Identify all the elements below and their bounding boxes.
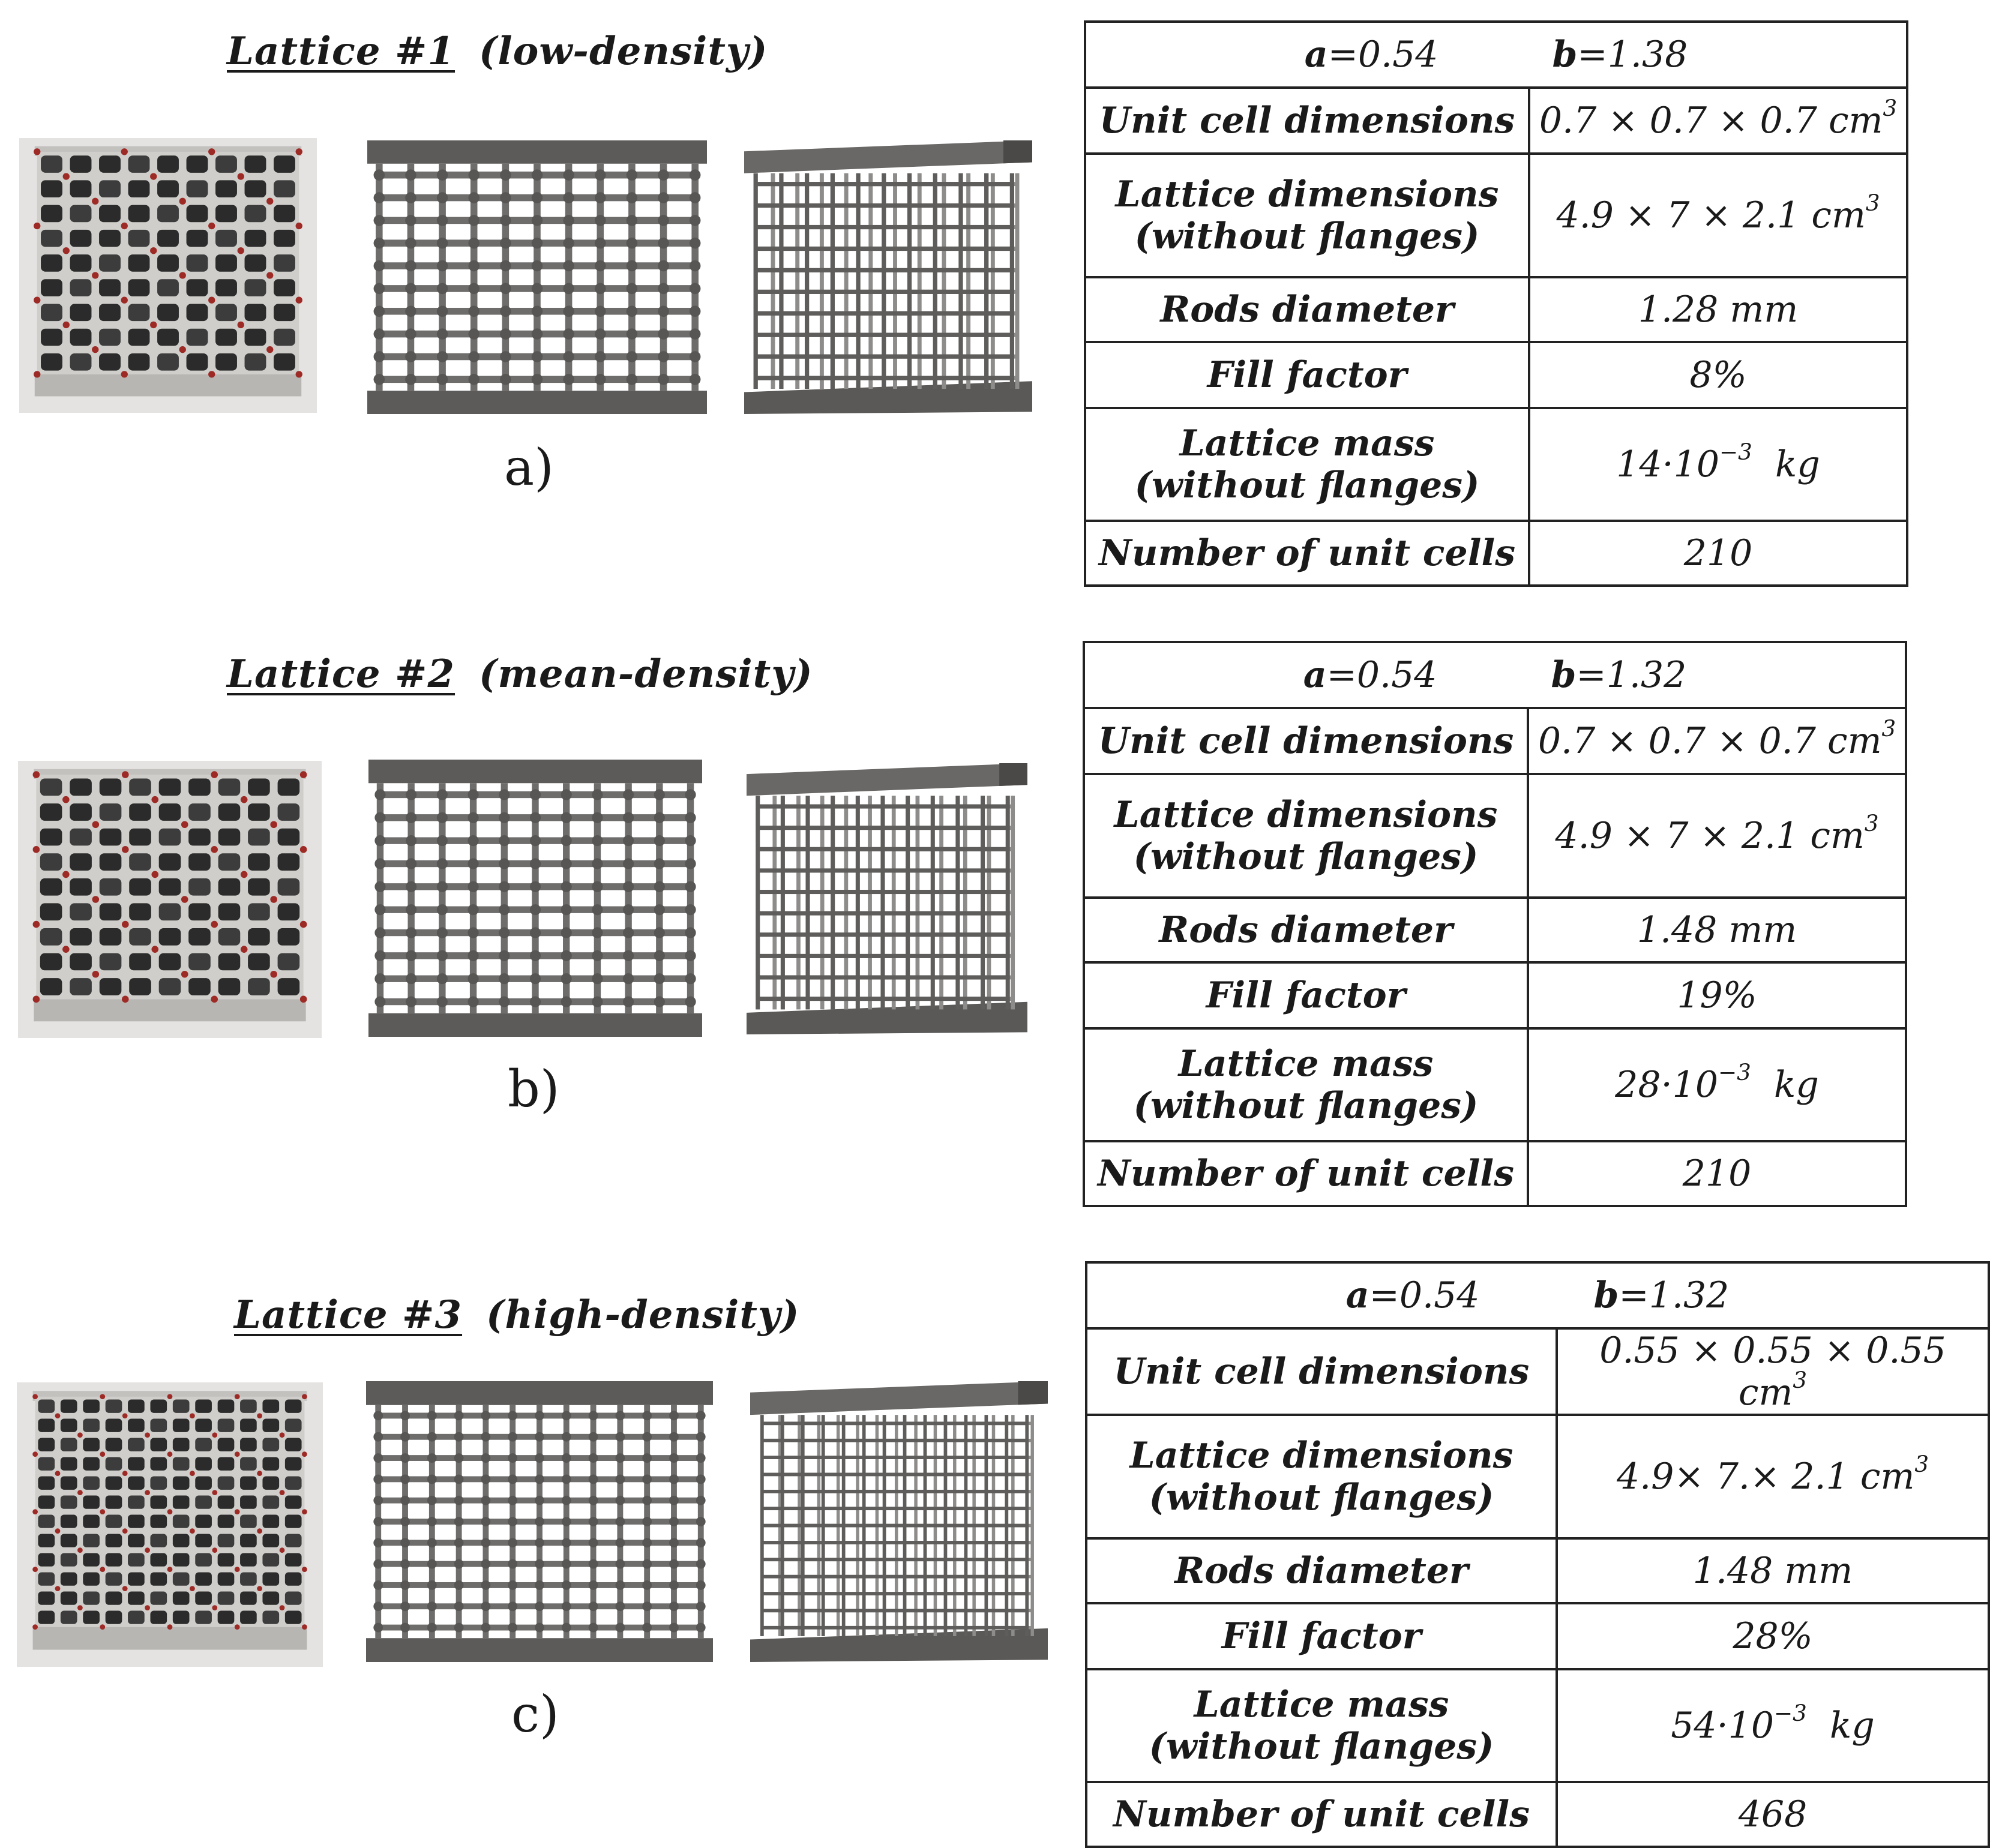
panel-label-b: b): [508, 1060, 560, 1118]
unit-cell-value: 0.7 × 0.7 × 0.7 $cm^3$: [1528, 708, 1906, 774]
lattice-1-title: [227, 29, 768, 74]
lattice-dim-value: 4.9× 7.× 2.1 $cm^3$: [1557, 1415, 1989, 1538]
a-label: a: [1304, 34, 1328, 76]
a-value: =0.54: [1326, 654, 1437, 696]
mass-label: Lattice mass (without flanges): [1085, 408, 1529, 521]
lattice-2-photo: [18, 761, 322, 1038]
cells-value: 210: [1528, 1141, 1906, 1206]
b-label: b: [1552, 34, 1578, 76]
fill-label: Fill factor: [1085, 342, 1529, 408]
lattice-name: Lattice #3: [234, 1292, 463, 1337]
lattice-dim-label: Lattice dimensions (without flanges): [1084, 774, 1528, 898]
lattice-1-front-render: [367, 140, 707, 414]
lattice-3-photo: [17, 1382, 323, 1667]
lattice-name: Lattice #2: [227, 652, 455, 697]
a-value: =0.54: [1327, 34, 1438, 76]
rods-value: 1.28 mm: [1529, 277, 1907, 342]
lattice-density: (mean-density): [479, 652, 813, 697]
lattice-3-properties-table: [1085, 1261, 1990, 1848]
b-value: =1.32: [1576, 654, 1687, 696]
b-value: =1.32: [1619, 1274, 1730, 1316]
a-value: =0.54: [1369, 1274, 1480, 1316]
lattice-3-iso-render: [750, 1381, 1048, 1662]
rods-value: 1.48 mm: [1557, 1538, 1989, 1603]
unit-cell-label: Unit cell dimensions: [1086, 1328, 1557, 1415]
ab-parameters: [1084, 642, 1906, 708]
lattice-dim-label: Lattice dimensions (without flanges): [1086, 1415, 1557, 1538]
lattice-1-photo: [19, 138, 317, 413]
unit-cell-value: 0.7 × 0.7 × 0.7 $cm^3$: [1529, 88, 1907, 154]
cells-value: 210: [1529, 521, 1907, 586]
b-value: =1.38: [1577, 34, 1688, 76]
lattice-2-properties-table: [1083, 641, 1907, 1207]
mass-label: Lattice mass (without flanges): [1086, 1669, 1557, 1782]
fill-value: 8%: [1529, 342, 1907, 408]
ab-parameters: [1086, 1262, 1989, 1328]
lattice-1-properties-table: [1084, 20, 1908, 587]
cells-label: Number of unit cells: [1084, 1141, 1528, 1206]
lattice-density: (low-density): [479, 29, 768, 74]
lattice-2-front-render: [368, 760, 702, 1037]
unit-cell-value: 0.55 × 0.55 × 0.55 $cm^3$: [1557, 1328, 1989, 1415]
mass-label: Lattice mass (without flanges): [1084, 1028, 1528, 1141]
lattice-2-title: [227, 652, 813, 697]
lattice-3-title: [234, 1292, 799, 1337]
lattice-density: (high-density): [486, 1292, 800, 1337]
lattice-1-iso-render: [744, 140, 1032, 414]
lattice-dim-value: 4.9 × 7 × 2.1 $cm^3$: [1528, 774, 1906, 898]
lattice-2-iso-render: [747, 763, 1027, 1034]
ab-parameters: [1085, 22, 1907, 88]
rods-value: 1.48 mm: [1528, 898, 1906, 962]
cells-value: 468: [1557, 1782, 1989, 1847]
b-label: b: [1593, 1274, 1619, 1316]
fill-label: Fill factor: [1084, 962, 1528, 1028]
rods-label: Rods diameter: [1084, 898, 1528, 962]
mass-value: $28\cdot 10^{-3}$ kg: [1528, 1028, 1906, 1141]
lattice-dim-label: Lattice dimensions (without flanges): [1085, 154, 1529, 277]
lattice-dim-value: 4.9 × 7 × 2.1 $cm^3$: [1529, 154, 1907, 277]
fill-value: 28%: [1557, 1603, 1989, 1669]
unit-cell-label: Unit cell dimensions: [1084, 708, 1528, 774]
panel-label-c: c): [511, 1685, 559, 1744]
a-label: a: [1345, 1274, 1369, 1316]
rods-label: Rods diameter: [1086, 1538, 1557, 1603]
lattice-name: Lattice #1: [227, 29, 455, 74]
a-label: a: [1303, 654, 1327, 696]
lattice-3-front-render: [366, 1381, 713, 1662]
fill-label: Fill factor: [1086, 1603, 1557, 1669]
unit-cell-label: Unit cell dimensions: [1085, 88, 1529, 154]
mass-value: $54\cdot 10^{-3}$ kg: [1557, 1669, 1989, 1782]
rods-label: Rods diameter: [1085, 277, 1529, 342]
cells-label: Number of unit cells: [1086, 1782, 1557, 1847]
cells-label: Number of unit cells: [1085, 521, 1529, 586]
panel-label-a: a): [504, 438, 554, 497]
fill-value: 19%: [1528, 962, 1906, 1028]
b-label: b: [1551, 654, 1577, 696]
mass-value: $14\cdot 10^{-3}$ kg: [1529, 408, 1907, 521]
